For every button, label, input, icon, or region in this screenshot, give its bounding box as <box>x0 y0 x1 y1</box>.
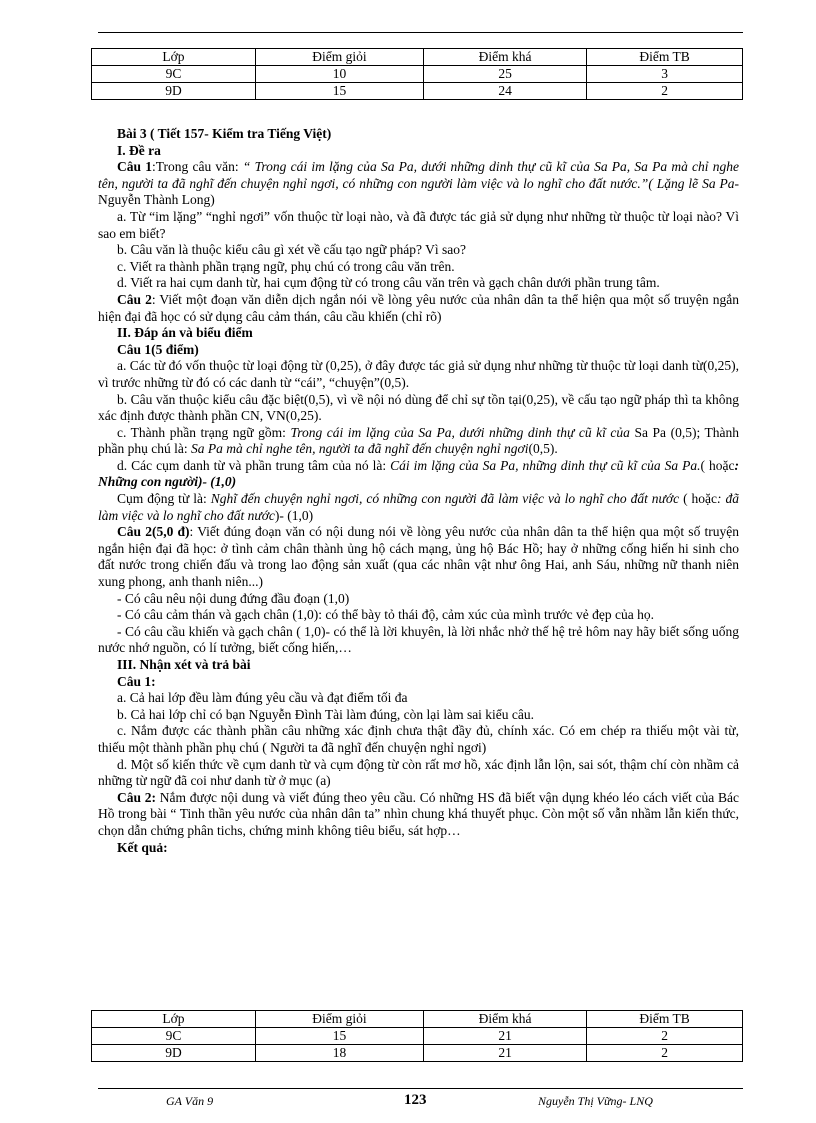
answer-text: (0,5). <box>528 441 558 457</box>
review-1a: a. Cả hai lớp đều làm đúng yêu cầu và đạt điểm tối đa <box>117 690 408 706</box>
header-rule <box>98 32 743 33</box>
answer-text: ( hoặc <box>679 491 718 507</box>
question-2 <box>98 292 739 325</box>
answer-1a: a. Các từ đó vốn thuộc từ loại động từ (0,25), ở đây được tác giả sử dụng như những từ thuộc từ loại danh từ(0,25), vì trước những từ đó có các danh từ “cái”, “chuyện”(0,5). <box>98 358 739 390</box>
review-1c: c. Nắm được các thành phần câu những xác định chưa thật đầy đủ, chính xác. Có em chép ra thiếu một vài từ, thiếu một thành phần phụ chú ( Người ta đã nghĩ đến chuyện nghỉ ngơi) <box>98 723 739 755</box>
answer-quote: Trong cái im lặng của Sa Pa, dưới những dinh thự cũ kĩ của <box>290 424 630 440</box>
table-cell: 3 <box>587 66 743 83</box>
table-row <box>92 1045 743 1062</box>
section-title: Bài 3 ( Tiết 157- Kiểm tra Tiếng Việt) <box>117 126 332 141</box>
question-text: :Trong câu văn: <box>151 159 243 175</box>
results-heading: Kết quả: <box>117 839 168 855</box>
question-text: : Viết một đoạn văn diễn dịch ngắn nói về lòng yêu nước của nhân dân ta thể hiện qua một số truyện ngắn hiện đại đã học có sử dụng câu cảm thán, câu cầu khiến (chỉ rõ) <box>98 291 739 324</box>
table-cell: 9D <box>92 83 256 100</box>
answer-1d <box>98 458 739 491</box>
question-label: Câu 2 <box>117 291 152 307</box>
footer-rule <box>98 1088 743 1089</box>
answer-text: Cụm động từ là: <box>117 491 211 507</box>
answer-quote: Cái im lặng của Sa Pa, những dinh thự cũ kĩ của Sa Pa. <box>390 457 701 473</box>
table-header-cell: Điểm khá <box>423 1011 586 1028</box>
answer-1c <box>98 425 739 458</box>
answer-quote: : Những con người)- (1,0) <box>98 457 739 490</box>
table-cell: 15 <box>256 1028 424 1045</box>
table-cell: 18 <box>256 1045 424 1062</box>
question-1d: d. Viết ra hai cụm danh từ, hai cụm động từ có trong câu văn trên và gạch chân dưới phần trung tâm. <box>117 275 660 291</box>
table-cell: 24 <box>423 83 586 100</box>
heading-nhan-xet: III. Nhận xét và trả bài <box>117 657 251 672</box>
answer-2 <box>98 524 739 590</box>
table-header-cell: Điểm TB <box>587 49 743 66</box>
table-row <box>92 66 743 83</box>
results-table-1 <box>91 48 743 100</box>
answer-quote: : đã làm việc và lo nghĩ cho đất nước <box>98 491 739 523</box>
results-table-2 <box>91 1010 743 1062</box>
footer-right: Nguyễn Thị Vững- LNQ <box>538 1094 653 1108</box>
page-number: 123 <box>404 1092 427 1108</box>
answer-text: d. Các cụm danh từ và phần trung tâm của nó là: <box>117 457 391 473</box>
answer-1d-verb-phrases <box>98 491 739 524</box>
question-label: Câu 1 <box>117 159 152 175</box>
review-label: Câu 2: <box>117 789 157 805</box>
table-header-cell: Điểm TB <box>587 1011 743 1028</box>
table-cell: 10 <box>256 66 424 83</box>
table-cell: 9C <box>92 1028 256 1045</box>
review-2 <box>98 790 739 840</box>
table-cell: 15 <box>256 83 424 100</box>
answer-text: : Viết đúng đoạn văn có nội dung nói về lòng yêu nước của nhân dân ta thể hiện qua một số truyện ngắn hiện đại đã học: ở tình cảm chân thành ủng hộ cách mạng, ủng hộ Bác Hồ; hay ở những cống hiến hi sinh cho đất nước trong chiến đấu và trong lao động sản xuất (qua các nhân vật như ông Hai, anh Sáu, những nữ thanh niên xung phong, anh thanh niên...) <box>98 524 739 590</box>
answer-2-point: - Có câu cảm thán và gạch chân (1,0): có thể bày tỏ thái độ, cảm xúc của mình trước vẻ đẹp của họ. <box>117 607 655 623</box>
answer-2-point: - Có câu nêu nội dung đứng đầu đoạn (1,0) <box>117 590 350 606</box>
review-1-heading: Câu 1: <box>117 673 156 689</box>
quote-text: “ Trong cái im lặng của Sa Pa, dưới những dinh thự cũ kĩ của Sa Pa, Sa Pa mà chỉ nghe tên, người ta đã nghĩ đến chuyện nghỉ ngơi, có những con người làm việc và lo nghĩ cho đất nước.” <box>98 159 739 191</box>
answer-text: ( hoặc <box>700 457 735 473</box>
table-header-row <box>92 49 743 66</box>
table-row <box>92 83 743 100</box>
table-cell: 2 <box>587 83 743 100</box>
table-header-cell: Lớp <box>92 1011 256 1028</box>
question-1a: a. Từ “im lặng” “nghỉ ngơi” vốn thuộc từ loại nào, và đã được tác giả sử dụng như những từ thuộc từ loại nào? Vì sao em biết? <box>98 208 739 241</box>
answer-1b: b. Câu văn thuộc kiểu câu đặc biệt(0,5), vì về nội nó dùng để chỉ sự tồn tại(0,25), về cấu tạo ngữ pháp thì ta không xác định được thành phần CN, VN(0,25). <box>98 391 739 424</box>
table-header-row <box>92 1011 743 1028</box>
answer-1-heading: Câu 1(5 điểm) <box>117 341 199 357</box>
review-1d: d. Một số kiến thức về cụm danh từ và cụm động từ còn rất mơ hồ, xác định lẫn lộn, sai sót, thậm chí còn nhầm cả những từ ngữ đã coi như danh từ ở mục (a) <box>98 756 739 789</box>
heading-dap-an: II. Đáp án và biểu điểm <box>117 325 253 341</box>
table-header-cell: Điểm khá <box>423 49 586 66</box>
quote-author: - Nguyễn Thành Long) <box>98 175 740 208</box>
answer-quote: Sa Pa mà chỉ nghe tên, người ta đã nghĩ đến chuyện nghỉ ngơi <box>190 441 529 457</box>
table-header-cell: Điểm giỏi <box>256 49 424 66</box>
table-cell: 9C <box>92 66 256 83</box>
table-cell: 25 <box>423 66 586 83</box>
question-1b: b. Câu văn là thuộc kiểu câu gì xét về cấu tạo ngữ pháp? Vì sao? <box>117 242 466 258</box>
table-header-cell: Điểm giỏi <box>256 1011 424 1028</box>
heading-de-ra: I. Đề ra <box>117 142 161 158</box>
answer-text: )- (1,0) <box>274 507 314 523</box>
footer-left: GA Văn 9 <box>166 1094 214 1108</box>
answer-text: c. Thành phần trạng ngữ gồm: <box>117 424 291 440</box>
answer-text: Sa Pa (0,5); Thành phần phụ chú là: <box>98 424 739 457</box>
review-1b: b. Cả hai lớp chỉ có bạn Nguyễn Đình Tài làm đúng, còn lại làm sai kiểu câu. <box>117 706 535 722</box>
answer-quote: Nghĩ đến chuyện nghỉ ngơi, có những con người đã làm việc và lo nghĩ cho đất nước <box>210 491 680 507</box>
document-body <box>98 126 739 856</box>
table-cell: 2 <box>587 1028 743 1045</box>
question-1c: c. Viết ra thành phần trạng ngữ, phụ chú có trong câu văn trên. <box>117 258 455 274</box>
table-cell: 21 <box>423 1045 586 1062</box>
table-header-cell: Lớp <box>92 49 256 66</box>
quote-source: ( Lặng lẽ Sa Pa <box>648 175 735 191</box>
answer-label: Câu 2(5,0 đ) <box>117 524 190 540</box>
answer-2-point: - Có câu cầu khiến và gạch chân ( 1,0)- có thể là lời khuyên, là lời nhắc nhở thế hệ trẻ hôm nay hãy biết sống uống nước nhớ nguồn, có lí tưởng, biết cống hiến,… <box>98 623 739 656</box>
table-row <box>92 1028 743 1045</box>
table-cell: 21 <box>423 1028 586 1045</box>
question-1 <box>98 159 739 209</box>
review-text: Nắm được nội dung và viết đúng theo yêu cầu. Có những HS đã biết vận dụng khéo léo cách viết của Bác Hồ trong bài “ Tinh thần yêu nước của nhân dân ta” nhìn chung khá thuyết phục. Còn một số vẫn nhầm lẫn kiến thức, chọn dẫn chứng phân tichs, chứng minh không tiêu biểu, sát hợp… <box>98 789 739 838</box>
table-cell: 9D <box>92 1045 256 1062</box>
table-cell: 2 <box>587 1045 743 1062</box>
